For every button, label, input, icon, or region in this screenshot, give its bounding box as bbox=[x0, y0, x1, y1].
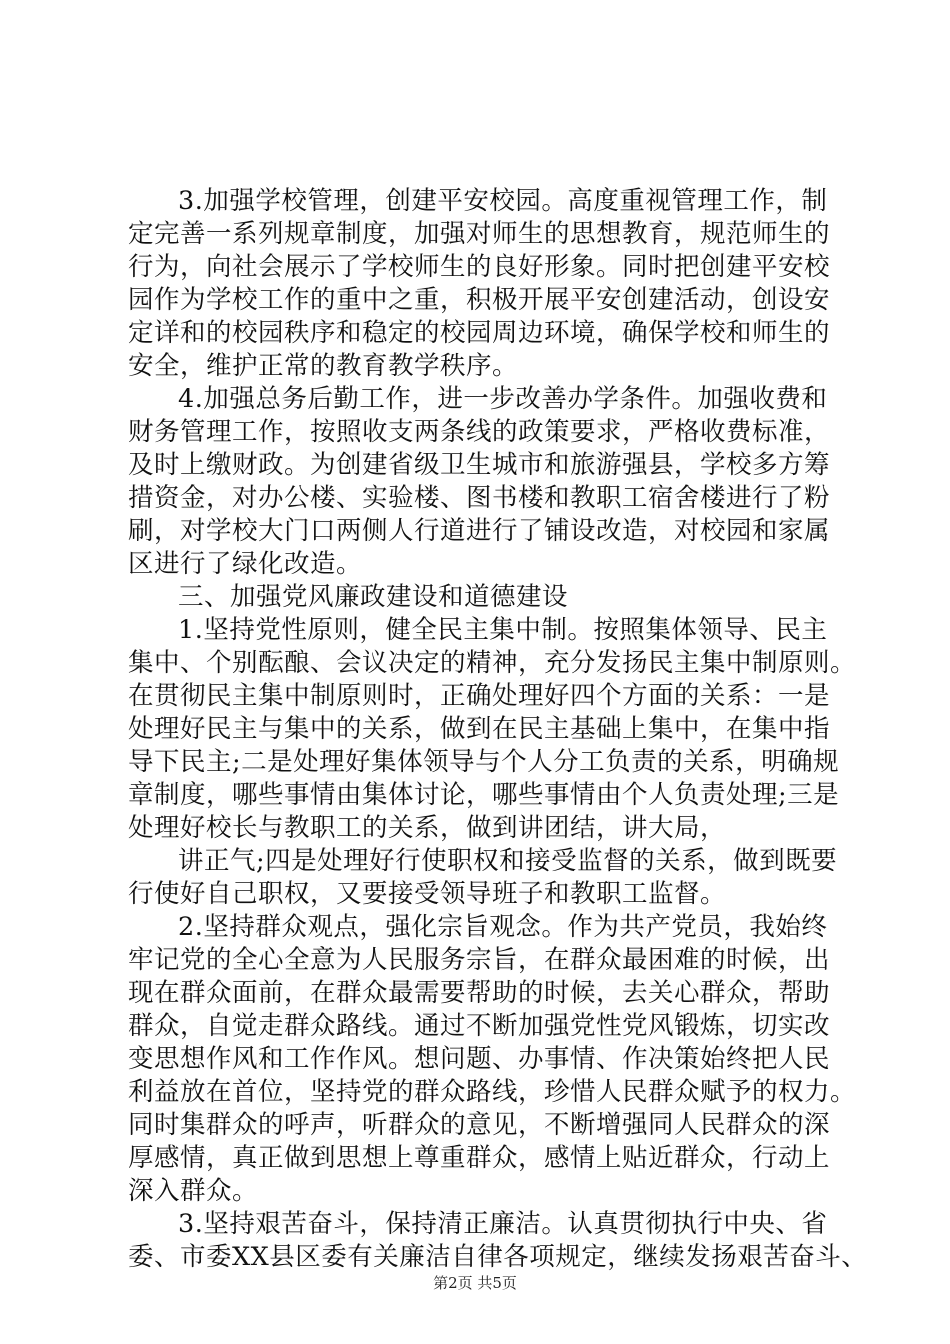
paragraph-line: 处理好民主与集中的关系，做到在民主基础上集中，在集中指 bbox=[128, 714, 831, 744]
paragraph-line: 区进行了绿化改造。 bbox=[128, 549, 363, 579]
paragraph-line: 利益放在首位，坚持党的群众路线，珍惜人民群众赋予的权力。 bbox=[128, 1077, 857, 1107]
paragraph-line: 安全，维护正常的教育教学秩序。 bbox=[128, 351, 519, 381]
paragraph-line: 在贯彻民主集中制原则时，正确处理好四个方面的关系：一是 bbox=[128, 681, 831, 711]
paragraph-line: 处理好校长与教职工的关系，做到讲团结，讲大局， bbox=[128, 813, 727, 843]
paragraph-line: 及时上缴财政。为创建省级卫生城市和旅游强县，学校多方筹 bbox=[128, 450, 831, 480]
paragraph-line: 2.坚持群众观点，强化宗旨观念。作为共产党员，我始终 bbox=[178, 912, 828, 942]
paragraph-line: 导下民主;二是处理好集体领导与个人分工负责的关系，明确规 bbox=[128, 747, 840, 777]
paragraph-line: 章制度，哪些事情由集体讨论，哪些事情由个人负责处理;三是 bbox=[128, 780, 840, 810]
paragraph-line: 刷，对学校大门口两侧人行道进行了铺设改造，对校园和家属 bbox=[128, 516, 831, 546]
paragraph-line: 厚感情，真正做到思想上尊重群众，感情上贴近群众，行动上 bbox=[128, 1143, 831, 1173]
paragraph-line: 同时集群众的呼声，听群众的意见，不断增强同人民群众的深 bbox=[128, 1110, 831, 1140]
paragraph-line: 深入群众。 bbox=[128, 1176, 259, 1206]
paragraph-line: 定详和的校园秩序和稳定的校园周边环境，确保学校和师生的 bbox=[128, 318, 831, 348]
paragraph-line: 行使好自己职权，又要接受领导班子和教职工监督。 bbox=[128, 879, 727, 909]
paragraph-line: 财务管理工作，按照收支两条线的政策要求，严格收费标准， bbox=[128, 417, 831, 447]
paragraph-line: 变思想作风和工作作风。想问题、办事情、作决策始终把人民 bbox=[128, 1044, 831, 1074]
paragraph-line: 定完善一系列规章制度，加强对师生的思想教育，规范师生的 bbox=[128, 219, 831, 249]
paragraph-line: 委、市委XX县区委有关廉洁自律各项规定，继续发扬艰苦奋斗、 bbox=[128, 1242, 868, 1272]
paragraph-line: 行为，向社会展示了学校师生的良好形象。同时把创建平安校 bbox=[128, 252, 831, 282]
paragraph-line: 现在群众面前，在群众最需要帮助的时候，去关心群众，帮助 bbox=[128, 978, 831, 1008]
paragraph-line: 讲正气;四是处理好行使职权和接受监督的关系，做到既要 bbox=[178, 846, 838, 876]
paragraph-line: 1.坚持党性原则，健全民主集中制。按照集体领导、民主 bbox=[178, 615, 828, 645]
paragraph-line: 3.加强学校管理，创建平安校园。高度重视管理工作，制 bbox=[178, 186, 828, 216]
page-number-footer: 第2页 共5页 bbox=[433, 1274, 517, 1292]
section-heading: 三、加强党风廉政建设和道德建设 bbox=[178, 582, 569, 612]
paragraph-line: 3.坚持艰苦奋斗，保持清正廉洁。认真贯彻执行中央、省 bbox=[178, 1209, 828, 1239]
paragraph-line: 园作为学校工作的重中之重，积极开展平安创建活动，创设安 bbox=[128, 285, 831, 315]
paragraph-line: 牢记党的全心全意为人民服务宗旨，在群众最困难的时候，出 bbox=[128, 945, 831, 975]
paragraph-line: 群众，自觉走群众路线。通过不断加强党性党风锻炼，切实改 bbox=[128, 1011, 831, 1041]
paragraph-line: 集中、个别酝酿、会议决定的精神，充分发扬民主集中制原则。 bbox=[128, 648, 857, 678]
paragraph-line: 措资金，对办公楼、实验楼、图书楼和教职工宿舍楼进行了粉 bbox=[128, 483, 831, 513]
paragraph-line: 4.加强总务后勤工作，进一步改善办学条件。加强收费和 bbox=[178, 384, 828, 414]
